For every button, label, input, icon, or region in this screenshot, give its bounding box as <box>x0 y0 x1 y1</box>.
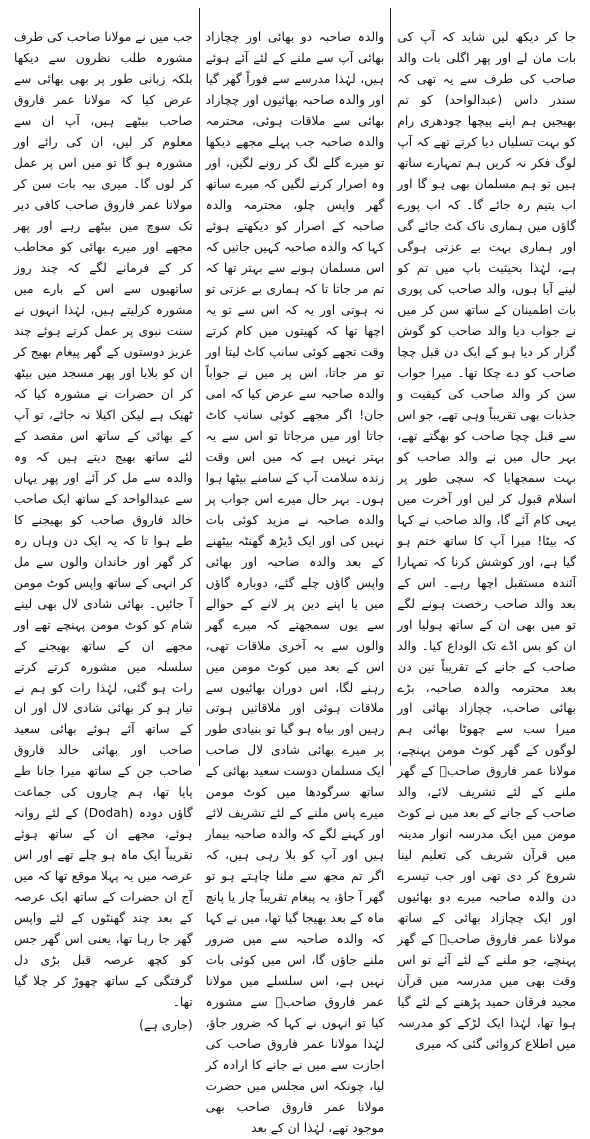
column-divider-left <box>199 8 200 766</box>
column-divider-right <box>390 8 391 766</box>
continued-marker: (جاری ہے) <box>139 1018 193 1033</box>
text-column-right <box>391 6 582 1052</box>
column-left-body: جب میں نے مولانا صاحب کی طرف مشورہ طلب نظروں سے دیکھا بلکہ زبانی طور پر بھی بھائی سے عرض کیا کہ مولانا عمر فاروق صاحب بیٹھے ہیں، آپ ان سے معلوم کر لیں، ان کی رائے اور مشورہ ہو گا تو میں اس پر عمل کر لوں گا۔ میری بیہ بات سن کر مولانا عمر فاروق صاحب کافی دیر تک سوچ میں بیٹھے رہے اور پھر مجھے اور میرے بھائی کو مخاطب کر کے فرمانے لگے کہ چند روز ساتھیوں سے اس کے بارے میں مشورہ کرلیتے ہیں، لہٰذا انہوں نے سنت نبوی پر عمل کرتے ہوئے چند عزیز دوستوں کے گھر پیغام بھیج کر ان کو بلایا اور پھر مسجد میں بیٹھ کر ان حضرات نے مشورہ کیا کہ ٹھیک ہے لیکن اکیلا نہ جائے، تو آپ کے بھائی کے ساتھ اس مقصد کے لئے ساتھ بھیج دیتے ہیں کہ وہ والدہ سے مل کر آئے اور پھر یہاں سے عبدالواحد کے ساتھ ایک صاحب خالد فاروق صاحب کو بھیجنے کا طے ہوا تا کہ یہ ایک دن وہاں رہ کر گھر اور خاندان والوں سے مل کر انہی کے ساتھ واپس کوٹ مومن آ جائیں۔ بھائی شادی لال بھی لینے شام کو کوٹ مومن پہنچے تھے اور مجھے ان کے ساتھ بھیجنے کے سلسلہ میں مشورہ کرتے کرتے رات ہو گئی، لہٰذا رات کو ہم نے تیار ہو کر بھائی شادی لال اور ان کے ساتھ آئے ہوئے بھائی سعید صاحب اور بھائی خالد فاروق صاحب جن کے ساتھ میرا جانا طے پایا تھا، ہم چاروں کی جماعت گاؤں دودہ (Dodah) کے لئے روانہ ہوئے، مجھے ان کے ساتھ ہوئے تقریباً ایک ماہ ہو چلے تھے اور اس عرصہ میں یہ پہلا موقع تھا کہ میں آج ان حضرات کے ساتھ ایک عرصہ کے بعد چند گھنٹوں کے لئے واپس گھر جا رہا تھا، یعنی اس گھر جس کو کچھ عرصہ قبل بڑی دل گرفتگی کے ساتھ چھوڑ کر چلا گیا تھا۔ <box>13 29 193 1010</box>
text-column-left <box>8 6 199 1033</box>
text-column-middle <box>200 6 391 1136</box>
column-right-body: جا کر دیکھ لیں شاید کہ آپ کی بات مان لے اور پھر اگلی بات والد صاحب کی طرف سے یہ تھی کہ سندر داس (عبدالواحد) کو تم بھیجیں ہم اپنے پیچھا چودھری رام کو بہت تسلیاں دیا کرتے تھے کہ آپ لوگ فکر نہ کریں ہم تمہارے ساتھ ہیں تو ہم مسلمان بھی ہو گا اور اب یتیم رہ جائے گا۔ کہ اب پورے گاؤں میں ہماری ناک کٹ جائے گی اور ہماری بہت بے عزتی ہوگی ہے، لہٰذا بحیثیت باپ میں تم کو لینے آیا ہوں، والد صاحب کی پوری بات اطمینان کے ساتھ سن کر میں نے جواب دیا والد صاحب کو گوش گزار کر دیا ہو کے ایک دن قبل چچا صاحب کو دے چکا تھا۔ میرا جواب سن کر والد صاحب کی کیفیت و جذبات بھی تقریباً وہی تھے، جو اس سے قبل چچا صاحب کو بھگتے تھے، بہر حال میں نے والد صاحب کو بہت سمجھایا کہ سچی طور پر اسلام قبول کر لیں اور آخرت میں یہی کام آئے گا، والد صاحب نے کہا کہ بیٹا! میرا آپ کا ساتھ ختم ہو گیا ہے، اور کوشش کرنا کہ تمہارا آئندہ مستقبل اچھا رہے۔ اس کے بعد والد صاحب رخصت ہونے لگے تو میں بھی ان کے ساتھ ہولیا اور ان کو بس اڈے تک الوداع کیا۔ والد صاحب کے جانے کے تقریباً تین دن بعد محترمہ والدہ صاحبہ، بڑے بھائی صاحب، چچازاد بھائی اور میرا سب سے چھوٹا بھائی ہم لوگوں کے گھر کوٹ مومن پہنچے، مولانا عمر فاروق صاحبؒ کے گھر ملنے کے لئے تشریف لائے، والد صاحب کے جانے کے بعد میں نے کوٹ مومن میں ایک مدرسہ انوار مدینہ میں قرآن شریف کی تعلیم لینا شروع کر دی تھی اور جب تیسرے دن والدہ صاحبہ میرے دو بھائیوں اور ایک چچازاد بھائی کے ساتھ مولانا عمر فاروق صاحبؒ کے گھر پہنچے، جو ملنے کے لئے آئے تو اس وقت بھی میں مدرسہ میں قرآن مجید فرقان حمید پڑھنے کے لئے گیا ہوا تھا، لہٰذا ایک لڑکے کو مدرسہ میں اطلاع کروائی گئی کہ میری <box>397 29 576 1052</box>
column-middle-body: والدہ صاحبہ دو بھائی اور چچازاد بھائی آپ سے ملنے کے لئے آئے ہوئے ہیں، لہٰذا مدرسے سے فوراً گھر گیا اور والدہ صاحبہ بھائیوں اور چچازاد بھائی سے ملاقات ہوئی، محترمہ والدہ صاحبہ جب پہلے مجھے دیکھا تو میرے گلے لگ کر رونے لگیں، اور وہ اصرار کرنے لگیں کہ میرے ساتھ گھر واپس چلو، محترمہ والدہ صاحبہ کے اصرار کو دیکھتے ہوئے کہا کہ والدہ صاحبہ کہیں جاتیں کہ اس مسلمان ہونے سے بہتر تھا کہ تم مر جاتا تا کہ ہماری بے عزتی تو نہ ہوتی اور یہ کہ اس سے تو یہ اچھا تھا کہ کھیتوں میں کام کرتے وقت تجھے کوئی سانپ کاٹ لیتا اور تو مر جاتا، اس پر میں نے جواباً والدہ صاحبہ سے عرض کیا کہ امی جان! اگر مجھے کوئی سانپ کاٹ جاتا اور میں مرجاتا تو اس سے یہ بہتر نہیں ہے کہ میں اس وقت زندہ سلامت آپ کے سامنے بیٹھا ہوا ہوں۔ بہر حال میرے اس جواب پر والدہ صاحبہ نے مزید کوئی بات نہیں کی اور ایک ڈیڑھ گھنٹہ بیٹھنے کے بعد والدہ صاحبہ اور بھائی واپس گاؤں چلے گئے، دوبارہ گاؤں میں یا اپنے دین پر لانے کے حوالے سے یوں سمجھتے کہ میرے گھر والوں سے یہ آخری ملاقات تھی، اس کے بعد میں کوٹ مومن میں رہنے لگا، اس دوران بھائیوں سے ملاقات ہوئی اور ملاقاتیں ہوتی رہیں اور بیاہ ہو گیا تو بنیادی طور پر میرے بھائی شادی لال صاحب ایک مسلمان دوست سعید بھائی کے ساتھ سرگودھا میں کوٹ مومن میرے پاس ملنے کے لئے تشریف لائے اور کہنے لگے کہ والدہ صاحبہ بیمار ہیں اور آپ کو بلا رہی ہیں، کہ اگر تم مجھ سے ملنا چاہتے ہو تو گھر آ جاؤ، یہ پیغام تقریباً چار یا پانچ ماہ کے بعد بھیجا گیا تھا، میں نے کہا کہ والدہ صاحبہ سے میں ضرور ملنے جاؤں گا، اس میں کوئی بات نہیں ہے، اس سلسلے میں مولانا عمر فاروق صاحبؒ سے مشورہ کیا تو انہوں نے کہا کہ ضرور جاؤ، لہٰذا مولانا عمر فاروق صاحب کی اجازت سے میں نے جانے کا ارادہ کر لیا، چونکہ اس مجلس میں حضرت مولانا عمر فاروق صاحب بھی موجود تھے، لہٰذا ان کے بعد <box>205 29 385 1136</box>
